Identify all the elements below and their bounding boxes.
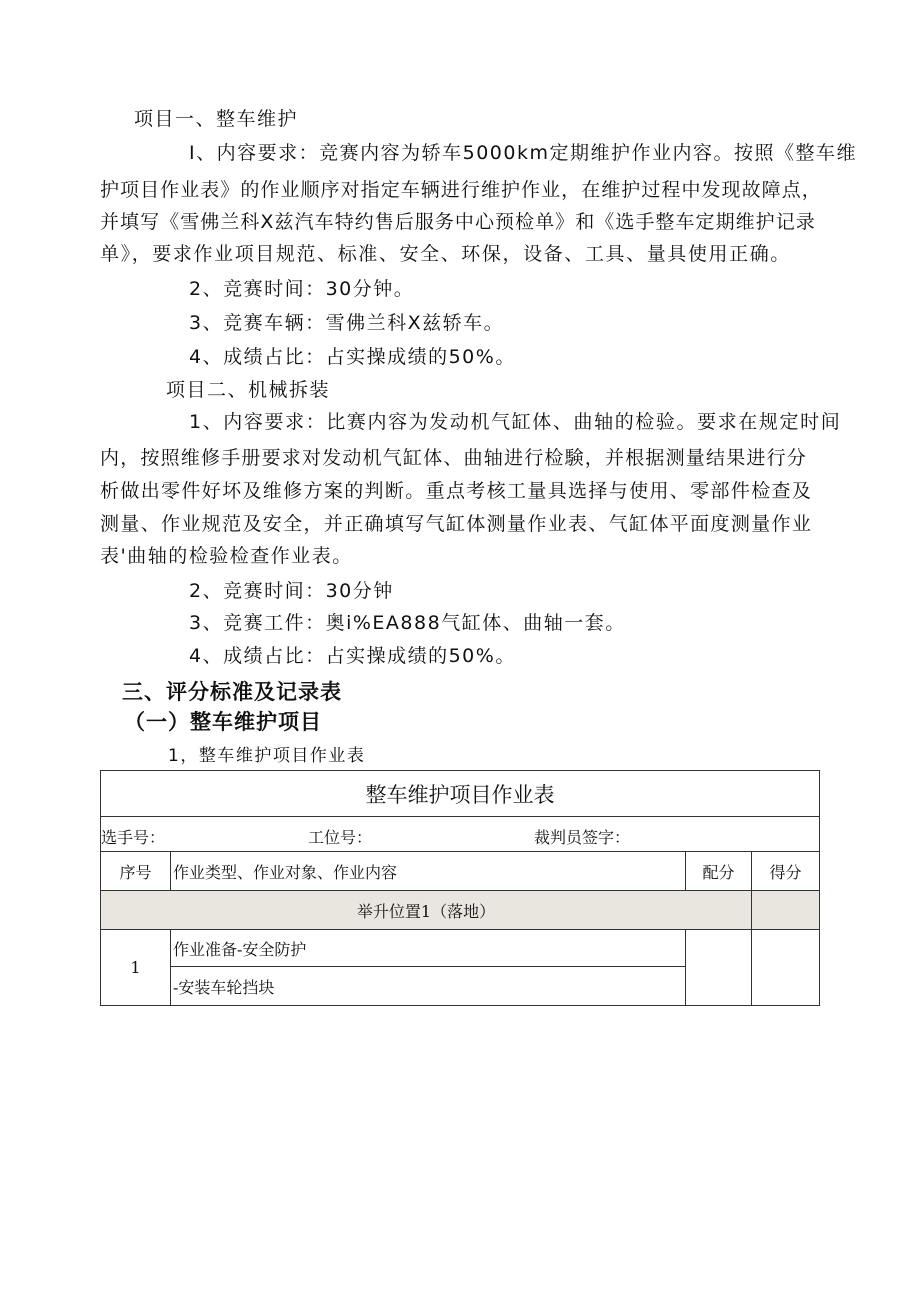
column-header-number: 序号 [101,852,171,891]
row-content-line-2: -安装车轮挡块 [171,967,686,1006]
row-score-cell [752,930,820,1006]
section-three-heading: 三、评分标准及记录表 [122,680,342,704]
column-header-content: 作业类型、作业对象、作业内容 [171,852,686,891]
station-number-label: 工位号： [308,828,373,847]
project-one-req-line-1: I、内容要求：竞赛内容为轿车5000km定期维护作业内容。按照《整车维 [189,142,857,164]
project-two-workpiece: 3、竞赛工件：奥i%EA888气缸体、曲轴一套。 [189,612,626,634]
project-two-req-line-5: 表'曲轴的检验检查作业表。 [100,545,353,567]
project-two-req-line-3: 析做出零件好坏及维修方案的判断。重点考核工量具选择与使用、零部件检查及 [100,480,813,502]
project-two-req-line-2: 内，按照维修手册要求对发动机气缸体、曲轴进行检験，并根据测量结果进行分 [100,447,808,469]
project-one-req-line-3: 并填写《雪佛兰科X兹汽车特约售后服务中心预检单》和《选手整车定期维护记录 [100,211,816,233]
judge-signature-label: 裁判员签字： [534,828,631,847]
row-points-cell [686,930,752,1006]
worksheet-info-row [101,817,820,852]
project-two-req-line-1: 1、内容要求：比赛内容为发动机气缸体、曲轴的检验。要求在规定时间 [189,411,842,433]
project-one-req-line-4: 单》，要求作业项目规范、标准、安全、环保，设备、工具、量具使用正确。 [100,243,791,265]
project-one-vehicle: 3、竞赛车辆：雪佛兰科X兹轿车。 [189,312,505,334]
maintenance-worksheet-table [100,770,820,1006]
project-two-title: 项目二、机械拆装 [166,379,331,401]
row-content-line-1: 作业准备-安全防护 [171,930,686,967]
column-header-points: 配分 [686,852,752,891]
column-header-score: 得分 [752,852,820,891]
contestant-number-label: 选手号： [101,828,166,847]
project-one-title: 项目一、整车维护 [134,108,299,130]
project-one-time: 2、竞赛时间：30分钟。 [189,278,415,300]
section-three-one-heading: （一）整车维护项目 [124,710,322,734]
project-one-req-line-2: 护项目作业表》的作业顺序对指定车辆进行维护作业，在维护过程中发现故障点， [100,179,822,201]
subsection-table-caption: 1，整车维护项目作业表 [168,746,366,766]
project-two-req-line-4: 测量、作业规范及安全，并正确填写气缸体测量作业表、气缸体平面度测量作业 [100,513,813,535]
row-number: 1 [101,930,171,1006]
project-one-weight: 4、成绩占比：占实操成绩的50%。 [189,346,516,368]
worksheet-title: 整车维护项目作业表 [101,771,820,817]
project-two-time: 2、竞赛时间：30分钟 [189,580,394,602]
project-two-weight: 4、成绩占比：占实操成绩的50%。 [189,645,516,667]
lift-position-section-row: 举升位置1（落地） [101,891,752,930]
lift-position-section-score [752,891,820,930]
